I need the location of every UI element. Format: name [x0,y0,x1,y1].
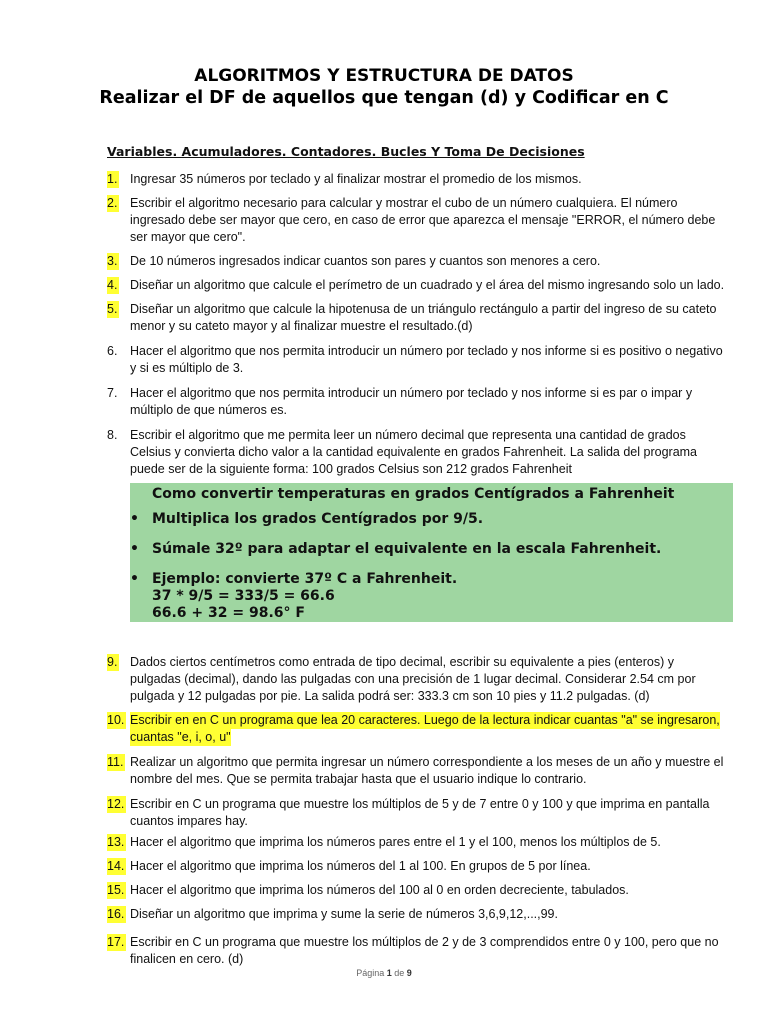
exercise-line: Hacer el algoritmo que imprima los números del 100 al 0 en orden decreciente, tabulados. [130,883,629,897]
exercise-item [107,195,737,245]
footer-prefix: Página [356,968,385,978]
bullet-icon: • [130,541,139,557]
exercise-item [107,934,737,968]
box-bullet-1: Multiplica los grados Centígrados por 9/5. [152,511,484,527]
footer-total: 9 [406,968,412,978]
exercise-line: pulgadas (decimal), dando las pulgadas con una precisión de 1 lugar decimal. Considerar 2.54 cm por [130,671,696,686]
exercise-number: 15. [107,883,125,897]
exercise-number: 12. [107,797,125,811]
box-calc-2: 66.6 + 32 = 98.6° F [152,605,305,621]
exercise-line: Diseñar un algoritmo que imprima y sume la serie de números 3,6,9,12,...,99. [130,907,558,921]
exercise-line: Ingresar 35 números por teclado y al finalizar mostrar el promedio de los mismos. [130,172,582,186]
exercise-text [130,301,737,335]
exercise-number: 11. [107,755,124,769]
exercise-line: Hacer el algoritmo que nos permita introducir un número por teclado y nos informe si es par o impar y [130,386,693,400]
exercise-item [107,882,737,899]
box-bullet-2: Súmale 32º para adaptar el equivalente en la escala Fahrenheit. [152,541,662,557]
exercise-number: 17. [107,935,125,949]
exercise-text [130,195,737,245]
exercise-number: 8. [107,428,118,442]
exercise-number: 6. [107,344,118,358]
exercise-text [130,427,737,477]
exercise-number: 5. [107,302,118,316]
footer-sep: de [394,968,405,978]
exercise-line: De 10 números ingresados indicar cuantos son pares y cuantos son menores a cero. [130,254,601,268]
exercise-item [107,858,737,875]
exercise-number: 9. [107,655,118,669]
exercise-number: 1. [107,172,118,186]
exercise-line: múltiplo de que números es. [130,402,288,417]
exercise-item [107,171,737,188]
exercise-text [130,385,737,419]
exercise-line: Dados ciertos centímetros como entrada de tipo decimal, escribir su equivalente a pies (enteros) y [130,655,675,669]
exercise-item [107,253,737,270]
exercise-line: finalicen en cero. (d) [130,951,244,966]
box-heading: Como convertir temperaturas en grados Centígrados a Fahrenheit [152,486,675,502]
exercise-item [107,427,737,477]
exercise-line: Diseñar un algoritmo que calcule el perímetro de un cuadrado y el área del mismo ingresando solo un lado. [130,278,725,292]
exercise-line: Hacer el algoritmo que nos permita introducir un número por teclado y nos informe si es positivo o negativo [130,344,723,358]
exercise-item [107,906,737,923]
exercise-line: ser mayor que cero". [130,229,246,244]
box-bullet-3: Ejemplo: convierte 37º C a Fahrenheit. [152,571,458,587]
exercise-line: ingresado debe ser mayor que cero, en caso de error que aparezca el mensaje "ERROR, el número debe [130,212,716,227]
exercise-line: Hacer el algoritmo que imprima los números pares entre el 1 y el 100, menos los múltiplos de 5. [130,835,661,849]
exercise-text [130,858,737,875]
exercise-line: pulgada y 12 pulgadas por pie. La salida podrá ser: 333.3 cm son 10 pies y 11.2 pulgadas. (d) [130,688,650,703]
exercise-text [130,754,737,788]
exercise-line: Escribir en en C un programa que lea 20 caracteres. Luego de la lectura indicar cuantas "a" se ingresaron, [130,713,720,727]
exercise-text [130,906,737,923]
exercise-item [107,301,737,335]
exercise-line: Celsius y convierta dicho valor a la cantidad equivalente en grados Fahrenheit. La salida del programa [130,444,698,459]
exercise-text [130,343,737,377]
exercise-line: Escribir en C un programa que muestre los múltiplos de 5 y de 7 entre 0 y 100 y que imprima en pantalla [130,797,710,811]
exercise-line: Escribir en C un programa que muestre los múltiplos de 2 y de 3 comprendidos entre 0 y 100, pero que no [130,935,719,949]
exercise-line: Diseñar un algoritmo que calcule la hipotenusa de un triángulo rectángulo a partir del ingreso de su cateto [130,302,717,316]
exercise-number: 16. [107,907,125,921]
exercise-line: cuantos impares hay. [130,813,248,828]
exercise-number: 14. [107,859,125,873]
section-title: Variables. Acumuladores. Contadores. Bucles Y Toma De Decisiones [107,144,585,159]
exercise-text [130,712,737,746]
page-footer [0,968,768,978]
exercise-text [130,171,737,188]
exercise-item [107,277,737,294]
exercise-number: 2. [107,196,118,210]
exercise-item [107,654,737,704]
exercise-number: 3. [107,254,118,268]
exercise-line: Realizar un algoritmo que permita ingresar un número correspondiente a los meses de un año y muestre el [130,755,724,769]
exercise-item [107,343,737,377]
exercise-item [107,834,737,851]
exercise-item [107,796,737,830]
document-title: ALGORITMOS Y ESTRUCTURA DE DATOS [194,66,574,86]
exercise-text [130,834,737,851]
exercise-line: cuantas "e, i, o, u" [130,729,231,744]
exercise-item [107,712,737,746]
exercise-number: 4. [107,278,118,292]
exercise-text [130,796,737,830]
exercise-item [107,754,737,788]
exercise-text [130,882,737,899]
bullet-icon: • [130,511,139,527]
exercise-line: Escribir el algoritmo necesario para calcular y mostrar el cubo de un número cualquiera. El número [130,196,678,210]
exercise-line: Hacer el algoritmo que imprima los números del 1 al 100. En grupos de 5 por línea. [130,859,591,873]
exercise-text [130,934,737,968]
document-subtitle: Realizar el DF de aquellos que tengan (d) y Codificar en C [99,88,669,108]
exercise-text [130,654,737,704]
exercise-text [130,253,737,270]
box-calc-1: 37 * 9/5 = 333/5 = 66.6 [152,588,335,604]
exercise-line: puede ser de la siguiente forma: 100 grados Celsius son 212 grados Fahrenheit [130,461,572,476]
exercise-text [130,277,737,294]
exercise-line: nombre del mes. Que se permita trabajar hasta que el usuario indique lo contrario. [130,771,587,786]
exercise-item [107,385,737,419]
exercise-line: y si es múltiplo de 3. [130,360,244,375]
bullet-icon: • [130,571,139,587]
exercise-number: 13. [107,835,125,849]
fahrenheit-info-box [130,483,733,622]
exercise-line: menor y su cateto mayor y al finalizar muestre el resultado.(d) [130,318,473,333]
exercise-number: 10. [107,713,125,727]
exercise-line: Escribir el algoritmo que me permita leer un número decimal que representa una cantidad de grados [130,428,686,442]
exercise-number: 7. [107,386,118,400]
footer-page: 1 [386,968,392,978]
